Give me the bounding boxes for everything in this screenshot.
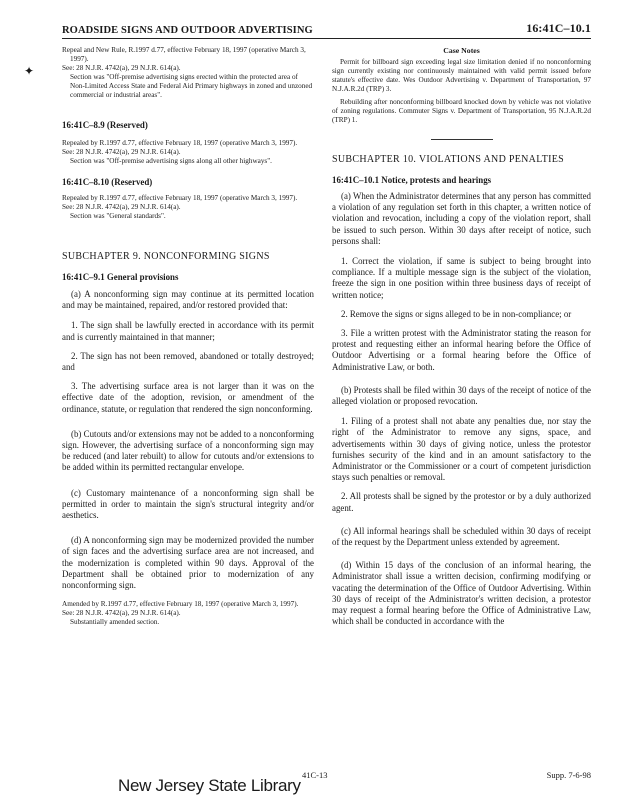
supplement-date: Supp. 7-6-98 bbox=[546, 770, 591, 780]
paragraph-a: (a) When the Administrator determines that any person has committed a violation of any regulation set forth in this chapter, a written notice of violation and revocation, including a copy of the violation report, shall be issued to such person. Within 30 days after receipt of notice, such persons shall: bbox=[332, 191, 591, 246]
history-note: Repealed by R.1997 d.77, effective February 18, 1997 (operative March 3, 1997). bbox=[62, 194, 298, 202]
list-item: 1. Filing of a protest shall not abate any penalties due, nor stay the right of the Administrator to remove any signs, space, and advertisements within 30 days of giving notice, unless the protestor furnishes security of the kind and in an amount satisfactory to the Administrator or the Commissioner or a court of competent jurisdiction stays such penalties or removal. bbox=[332, 416, 591, 483]
list-item: 1. Correct the violation, if same is subject to being brought into compliance. If a multiple message sign is the subject of the violation, freeze the sign in one position within three business days of receipt of written notice; bbox=[332, 256, 591, 300]
library-stamp: New Jersey State Library bbox=[118, 776, 301, 795]
case-notes-title: Case Notes bbox=[443, 46, 480, 55]
history-note: See: 28 N.J.R. 4742(a), 29 N.J.R. 614(a). bbox=[62, 609, 181, 618]
history-note: Amended by R.1997 d.77, effective February 18, 1997 (operative March 3, 1997). bbox=[62, 600, 299, 609]
history-note: See: 28 N.J.R. 4742(a), 29 N.J.R. 614(a). bbox=[62, 64, 181, 72]
history-note: Substantially amended section. bbox=[70, 618, 160, 627]
subchapter-10-title: SUBCHAPTER 10. VIOLATIONS AND PENALTIES bbox=[332, 154, 564, 165]
section-heading-8-9: 16:41C–8.9 (Reserved) bbox=[62, 120, 148, 130]
list-item: 2. Remove the signs or signs alleged to be in non-compliance; or bbox=[341, 308, 572, 319]
case-note: Permit for billboard sign exceeding legal size limitation denied if no nonconforming sign currently existing nor continuously maintained with valid permit issued before statute's effective date. Wes Outdoor Advertising v. Department of Transportation, 97 N.J.A.R.2d (TRP) 3. bbox=[332, 58, 591, 93]
history-note: Section was "Off-premise advertising signs erected within the protected area of Non-Limited Access State and Federal Aid Primary highways in zoned and unzoned commercial or industrial areas". bbox=[70, 73, 313, 99]
paragraph-b: (b) Protests shall be filed within 30 days of the receipt of notice of the alleged violation or proposed revocation. bbox=[332, 384, 591, 407]
list-item: 3. File a written protest with the Administrator stating the reason for protest and requesting either an informal hearing before the Office of Outdoor Advertising or a formal hearing before the Office of Administrative Law, or both. bbox=[332, 328, 591, 372]
list-item: 3. The advertising surface area is not larger than it was on the effective date of the adoption, revision, or amendment of the ordinance, statute, or regulation that rendered the sign nonconforming. bbox=[62, 381, 314, 414]
list-item: 2. All protests shall be signed by the protestor or by a duly authorized agent. bbox=[332, 491, 591, 513]
history-note: Repealed by R.1997 d.77, effective February 18, 1997 (operative March 3, 1997). bbox=[62, 139, 298, 147]
list-item: 1. The sign shall be lawfully erected in accordance with its permit and is currently maintained in that manner; bbox=[62, 320, 314, 342]
left-column bbox=[62, 46, 314, 627]
paragraph-d: (d) A nonconforming sign may be modernized provided the number of sign faces and the advertising surface area are not increased, and the modernization is completed within 90 days. Approval of the Department shall be obtained prior to modernization of any nonconforming sign. bbox=[62, 535, 314, 591]
history-note: Section was "Off-premise advertising signs along all other highways". bbox=[70, 157, 272, 165]
history-note: See: 28 N.J.R. 4742(a), 29 N.J.R. 614(a). bbox=[62, 148, 181, 156]
paragraph-c: (c) Customary maintenance of a nonconforming sign shall be permitted in order to maintain the sign's structural integrity and/or aesthetics. bbox=[62, 487, 314, 521]
header-title: ROADSIDE SIGNS AND OUTDOOR ADVERTISING bbox=[62, 25, 313, 36]
right-column bbox=[332, 46, 591, 628]
section-heading-10-1: 16:41C–10.1 Notice, protests and hearings bbox=[332, 175, 492, 185]
paragraph-b: (b) Cutouts and/or extensions may not be added to a nonconforming sign. However, the advertising surface of a nonconforming sign may be reduced (and later rebuilt) to allow for cutouts and/or extensions to be added within its permitted rectangular envelope. bbox=[62, 428, 314, 473]
paragraph-c: (c) All informal hearings shall be scheduled within 30 days of receipt of the request by the Department unless extended by agreement. bbox=[332, 525, 591, 548]
section-heading-9-1: 16:41C–9.1 General provisions bbox=[62, 272, 179, 282]
history-note: See: 28 N.J.R. 4742(a), 29 N.J.R. 614(a). bbox=[62, 203, 181, 211]
page-number: 41C-13 bbox=[302, 770, 328, 780]
header-section-number: 16:41C–10.1 bbox=[526, 21, 591, 35]
list-item: 2. The sign has not been removed, abandoned or totally destroyed; and bbox=[62, 350, 314, 373]
section-heading-8-10: 16:41C–8.10 (Reserved) bbox=[62, 177, 153, 187]
subchapter-9-title: SUBCHAPTER 9. NONCONFORMING SIGNS bbox=[62, 251, 270, 262]
paragraph-d: (d) Within 15 days of the conclusion of an informal hearing, the Administrator shall issue a written decision, confirming modifying or vacating the determination of the Office of Outdoor Advertising. Within 30 days of receipt of the Administrator's written decision, a protestor may request a formal hearing before the Office of Administrative Law, which shall be conducted in accordance with the bbox=[332, 560, 591, 627]
margin-mark-icon: ✦ bbox=[24, 64, 35, 78]
paragraph-a: (a) A nonconforming sign may continue at its permitted location and may be maintained, repaired, and/or restored provided that: bbox=[62, 289, 314, 311]
case-note: Rebuilding after nonconforming billboard knocked down by vehicle was not violative of zoning regulations. Commuter Signs v. Department of Transportation, 95 N.J.A.R.2d (TRP) 1. bbox=[332, 98, 591, 124]
history-note: Repeal and New Rule, R.1997 d.77, effective February 18, 1997 (operative March 3, 1997). bbox=[62, 46, 306, 63]
history-note: Section was "General standards". bbox=[70, 212, 166, 220]
running-header bbox=[62, 18, 591, 39]
